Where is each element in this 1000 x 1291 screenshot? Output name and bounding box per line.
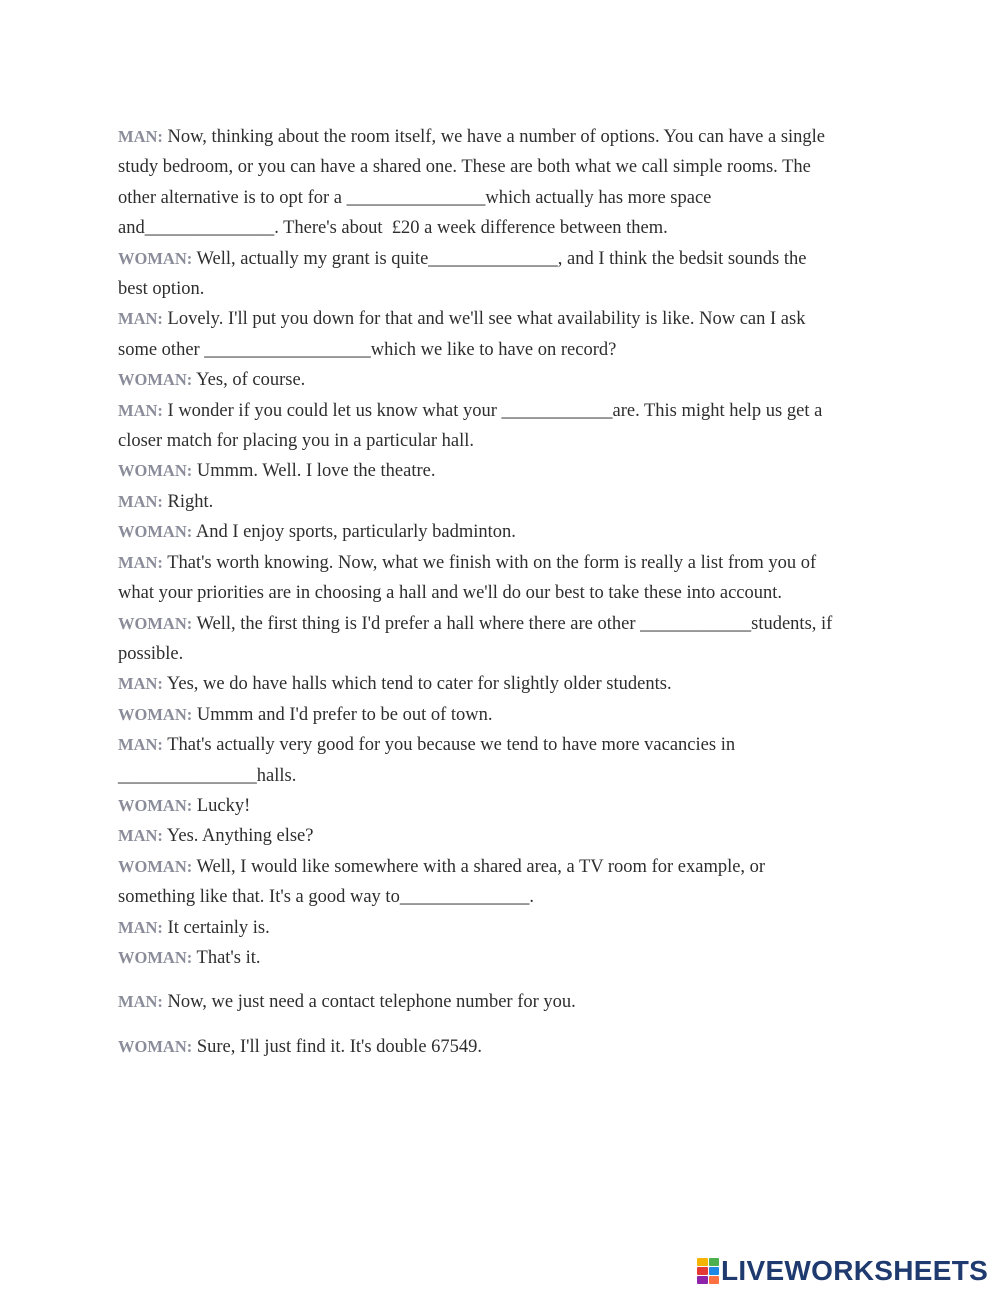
speaker-label: MAN: (118, 309, 163, 329)
dialogue-line (118, 761, 888, 791)
speaker-label: MAN: (118, 674, 163, 694)
logo-tile (697, 1267, 708, 1275)
line-text: And I enjoy sports, particularly badminton. (192, 522, 516, 543)
speaker-label: WOMAN: (118, 248, 193, 268)
dialogue-line (118, 943, 888, 973)
speaker-label: MAN: (118, 400, 163, 420)
speaker-label: WOMAN: (118, 1036, 193, 1056)
dialogue-line (118, 578, 888, 608)
dialogue-line (118, 639, 888, 669)
logo-tile (709, 1258, 720, 1266)
liveworksheets-logo[interactable] (697, 1256, 988, 1286)
line-text: Well, actually my grant is quite______________, and I think the bedsit sounds the (192, 248, 807, 269)
dialogue-line (118, 365, 888, 395)
dialogue-line (118, 335, 888, 365)
line-text: I wonder if you could let us know what your ____________are. This might help us get a (162, 400, 823, 421)
logo-tile (709, 1267, 720, 1275)
dialogue-line (118, 487, 888, 517)
line-text: That's worth knowing. Now, what we finish with on the form is really a list from you of (162, 552, 817, 573)
line-text: other alternative is to opt for a _______________which actually has more space (118, 187, 712, 208)
line-text: Well, the first thing is I'd prefer a hall where there are other ____________students, if (192, 613, 833, 634)
dialogue-line (118, 152, 888, 182)
line-text: closer match for placing you in a particular hall. (118, 431, 474, 452)
dialogue-line (118, 1032, 888, 1062)
speaker-label: MAN: (118, 826, 163, 846)
speaker-label: WOMAN: (118, 856, 193, 876)
dialogue-line (118, 821, 888, 851)
dialogue-line (118, 913, 888, 943)
speaker-label: MAN: (118, 917, 163, 937)
line-text: Lovely. I'll put you down for that and we'll see what availability is like. Now can I ask (162, 309, 806, 330)
line-text: That's actually very good for you because we tend to have more vacancies in (162, 735, 736, 756)
speaker-label: MAN: (118, 127, 163, 146)
logo-wordmark: LIVEWORKSHEETS (721, 1255, 989, 1286)
dialogue-line (118, 882, 888, 912)
dialogue-line (118, 548, 888, 578)
speaker-label: WOMAN: (118, 461, 193, 481)
dialogue-line (118, 517, 888, 547)
dialogue-line (118, 122, 888, 152)
line-text: Sure, I'll just find it. It's double 67549. (192, 1036, 483, 1057)
line-text: _______________halls. (118, 765, 297, 786)
line-text: Yes. Anything else? (162, 826, 314, 847)
line-text: Now, thinking about the room itself, we have a number of options. You can have a single (162, 127, 826, 147)
speaker-label: WOMAN: (118, 795, 193, 815)
dialogue-line (118, 456, 888, 486)
speaker-label: WOMAN: (118, 613, 193, 633)
speaker-label: MAN: (118, 992, 163, 1012)
dialogue-line (118, 852, 888, 882)
speaker-label: MAN: (118, 735, 163, 755)
worksheet-transcript (118, 122, 888, 1062)
dialogue-line (118, 244, 888, 274)
liveworksheets-logo-icon (697, 1258, 719, 1284)
line-text: Yes, we do have halls which tend to cater for slightly older students. (162, 674, 672, 695)
dialogue-line (118, 274, 888, 304)
dialogue-line (118, 609, 888, 639)
dialogue-line (118, 426, 888, 456)
line-text: some other __________________which we like to have on record? (118, 339, 617, 360)
dialogue-line (118, 700, 888, 730)
dialogue-line (118, 304, 888, 334)
line-text: Yes, of course. (192, 370, 306, 391)
dialogue-line (118, 791, 888, 821)
line-text: That's it. (192, 947, 261, 968)
dialogue-line (118, 213, 888, 243)
dialogue-line (118, 730, 888, 760)
line-text: It certainly is. (162, 917, 270, 938)
line-text: Ummm. Well. I love the theatre. (192, 461, 436, 482)
line-text: Ummm and I'd prefer to be out of town. (192, 704, 493, 725)
line-text: Lucky! (192, 795, 251, 816)
line-text: and______________. There's about £20 a week difference between them. (118, 218, 668, 239)
dialogue-line (118, 183, 888, 213)
line-text: best option. (118, 279, 205, 300)
speaker-label: WOMAN: (118, 370, 193, 390)
logo-tile (709, 1276, 720, 1284)
speaker-label: WOMAN: (118, 522, 193, 542)
line-text: something like that. It's a good way to______________. (118, 887, 534, 908)
line-text: Now, we just need a contact telephone number for you. (162, 992, 576, 1013)
speaker-label: WOMAN: (118, 704, 193, 724)
line-text: Well, I would like somewhere with a shared area, a TV room for example, or (192, 856, 766, 877)
speaker-label: MAN: (118, 491, 163, 511)
logo-tile (697, 1258, 708, 1266)
speaker-label: WOMAN: (118, 947, 193, 967)
line-text: what your priorities are in choosing a hall and we'll do our best to take these into account. (118, 583, 783, 604)
dialogue-line (118, 669, 888, 699)
line-text: study bedroom, or you can have a shared one. These are both what we call simple rooms. The (118, 157, 811, 178)
speaker-label: MAN: (118, 552, 163, 572)
line-text: Right. (162, 491, 214, 512)
logo-tile (697, 1276, 708, 1284)
dialogue-line (118, 987, 888, 1017)
line-text: possible. (118, 643, 184, 664)
dialogue-line (118, 396, 888, 426)
